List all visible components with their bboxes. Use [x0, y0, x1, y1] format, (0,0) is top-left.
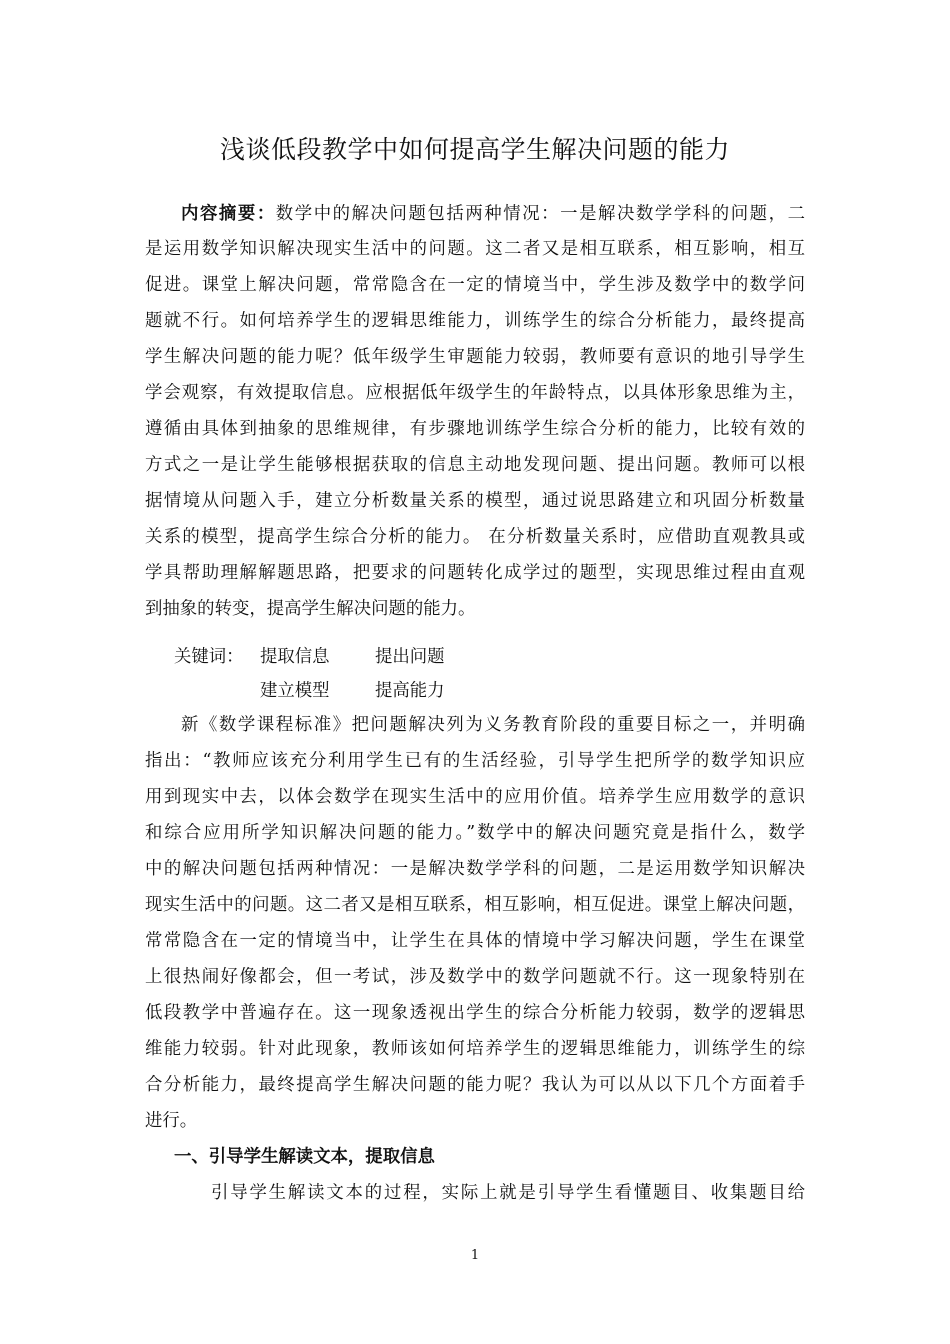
page-number: 1	[470, 1248, 480, 1263]
abstract-label: 内容摘要：	[181, 204, 276, 224]
section-line: 引导学生解读文本的过程，实际上就是引导学生看懂题目、收集题目给	[211, 1183, 805, 1203]
abstract-line: 学生解决问题的能力呢？低年级学生审题能力较弱，教师要有意识的地引导学生	[145, 347, 805, 367]
abstract-line: 是运用数学知识解决现实生活中的问题。这二者又是相互联系，相互影响，相互	[145, 239, 805, 259]
abstract-line: 学具帮助理解解题思路，把要求的问题转化成学过的题型，实现思维过程由直观	[145, 563, 805, 583]
body-line: 中的解决问题包括两种情况：一是解决数学学科的问题，二是运用数学知识解决	[145, 859, 805, 879]
abstract-line: 到抽象的转变，提高学生解决问题的能力。	[145, 599, 476, 619]
abstract-first-line: 数学中的解决问题包括两种情况：一是解决数学学科的问题，二	[275, 204, 805, 224]
keyword: 提取信息	[260, 647, 330, 667]
document-title: 浅谈低段教学中如何提高学生解决问题的能力	[219, 135, 730, 164]
section-heading: 一、引导学生解读文本，提取信息	[174, 1147, 435, 1167]
abstract-line	[145, 197, 805, 231]
keyword: 提高能力	[375, 681, 445, 701]
body-line: 现实生活中的问题。这二者又是相互联系，相互影响，相互促进。课堂上解决问题，	[145, 895, 805, 915]
abstract-line: 方式之一是让学生能够根据获取的信息主动地发现问题、提出问题。教师可以根	[145, 455, 805, 475]
body-line: 指出：“教师应该充分利用学生已有的生活经验，引导学生把所学的数学知识应	[145, 751, 805, 771]
abstract-line: 学会观察，有效提取信息。应根据低年级学生的年龄特点，以具体形象思维为主，	[145, 383, 805, 403]
abstract-line: 遵循由具体到抽象的思维规律，有步骤地训练学生综合分析的能力，比较有效的	[145, 419, 805, 439]
abstract-line: 关系的模型，提高学生综合分析的能力。 在分析数量关系时，应借助直观教具或	[145, 527, 805, 547]
abstract-line: 题就不行。如何培养学生的逻辑思维能力，训练学生的综合分析能力，最终提高	[145, 311, 805, 331]
body-line: 和综合应用所学知识解决问题的能力。”数学中的解决问题究竟是指什么，数学	[145, 823, 805, 843]
keyword: 提出问题	[375, 647, 445, 667]
body-line: 上很热闹好像都会，但一考试，涉及数学中的数学问题就不行。这一现象特别在	[145, 967, 805, 987]
body-line: 低段教学中普遍存在。这一现象透视出学生的综合分析能力较弱，数学的逻辑思	[145, 1003, 805, 1023]
body-line: 新《数学课程标准》把问题解决列为义务教育阶段的重要目标之一，并明确	[181, 715, 805, 735]
keyword: 建立模型	[260, 681, 330, 701]
abstract-line: 据情境从问题入手，建立分析数量关系的模型，通过说思路建立和巩固分析数量	[145, 491, 805, 511]
body-line: 维能力较弱。针对此现象，教师该如何培养学生的逻辑思维能力，训练学生的综	[145, 1039, 805, 1059]
body-line: 常常隐含在一定的情境当中，让学生在具体的情境中学习解决问题，学生在课堂	[145, 931, 805, 951]
body-line: 合分析能力，最终提高学生解决问题的能力呢？我认为可以从以下几个方面着手	[145, 1075, 805, 1095]
abstract-line: 促进。课堂上解决问题，常常隐含在一定的情境当中，学生涉及数学中的数学问	[145, 275, 805, 295]
body-line: 用到现实中去，以体会数学在现实生活中的应用价值。培养学生应用数学的意识	[145, 787, 805, 807]
keywords-label: 关键词：	[174, 647, 244, 667]
body-line: 进行。	[145, 1111, 198, 1131]
